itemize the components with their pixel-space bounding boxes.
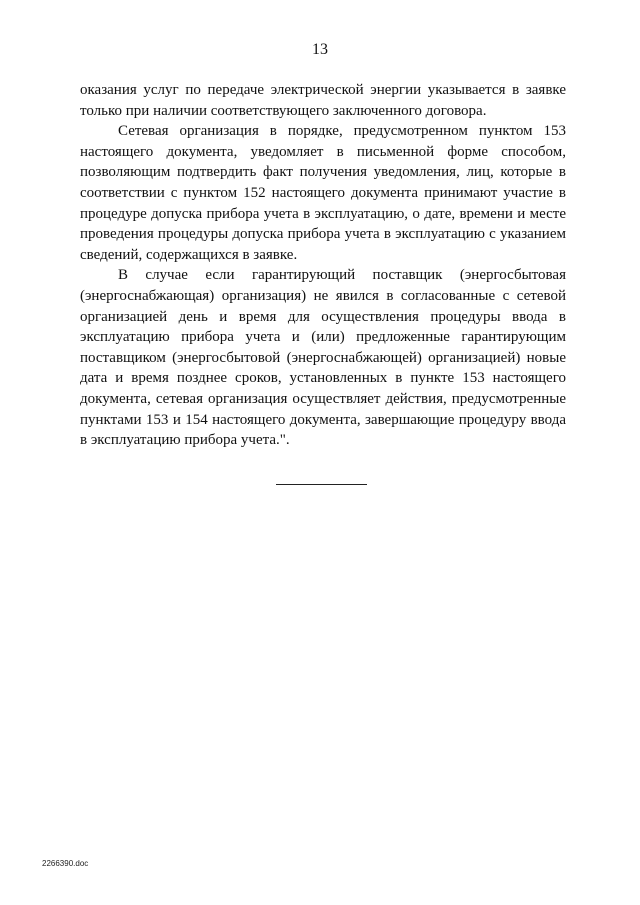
document-body: [80, 80, 566, 451]
paragraph-continuation: оказания услуг по передаче электрической энергии указывается в заявке только при наличии соответствующего заключенного договора.: [80, 82, 566, 119]
paragraph-notification: Сетевая организация в порядке, предусмотренном пунктом 153 настоящего документа, уведомляет в письменной форме способом, позволяющим подтвердить факт получения уведомления, лиц, которые в соответствии с пунктом 152 настоящего документа принимают участие в процедуре допуска прибора учета в эксплуатацию, о дате, времени и месте проведения процедуры допуска прибора учета в эксплуатацию с указанием сведений, содержащихся в заявке.: [80, 123, 566, 263]
page-number: 13: [312, 41, 328, 58]
paragraph-supplier-absence: В случае если гарантирующий поставщик (энергосбытовая (энергоснабжающая) организация) не явился в согласованные с сетевой организацией день и время для осуществления процедуры ввода в эксплуатацию прибора учета и (или) предложенные гарантирующим поставщиком (энергосбытовой (энергоснабжающей) организацией) новые дата и время позднее сроков, установленных в пункте 153 настоящего документа, сетевая организация осуществляет действия, предусмотренные пунктами 153 и 154 настоящего документа, завершающие процедуру ввода в эксплуатацию прибора учета.".: [80, 267, 566, 449]
footer-filename: 2266390.doc: [42, 859, 89, 868]
end-separator-line: [276, 484, 367, 485]
